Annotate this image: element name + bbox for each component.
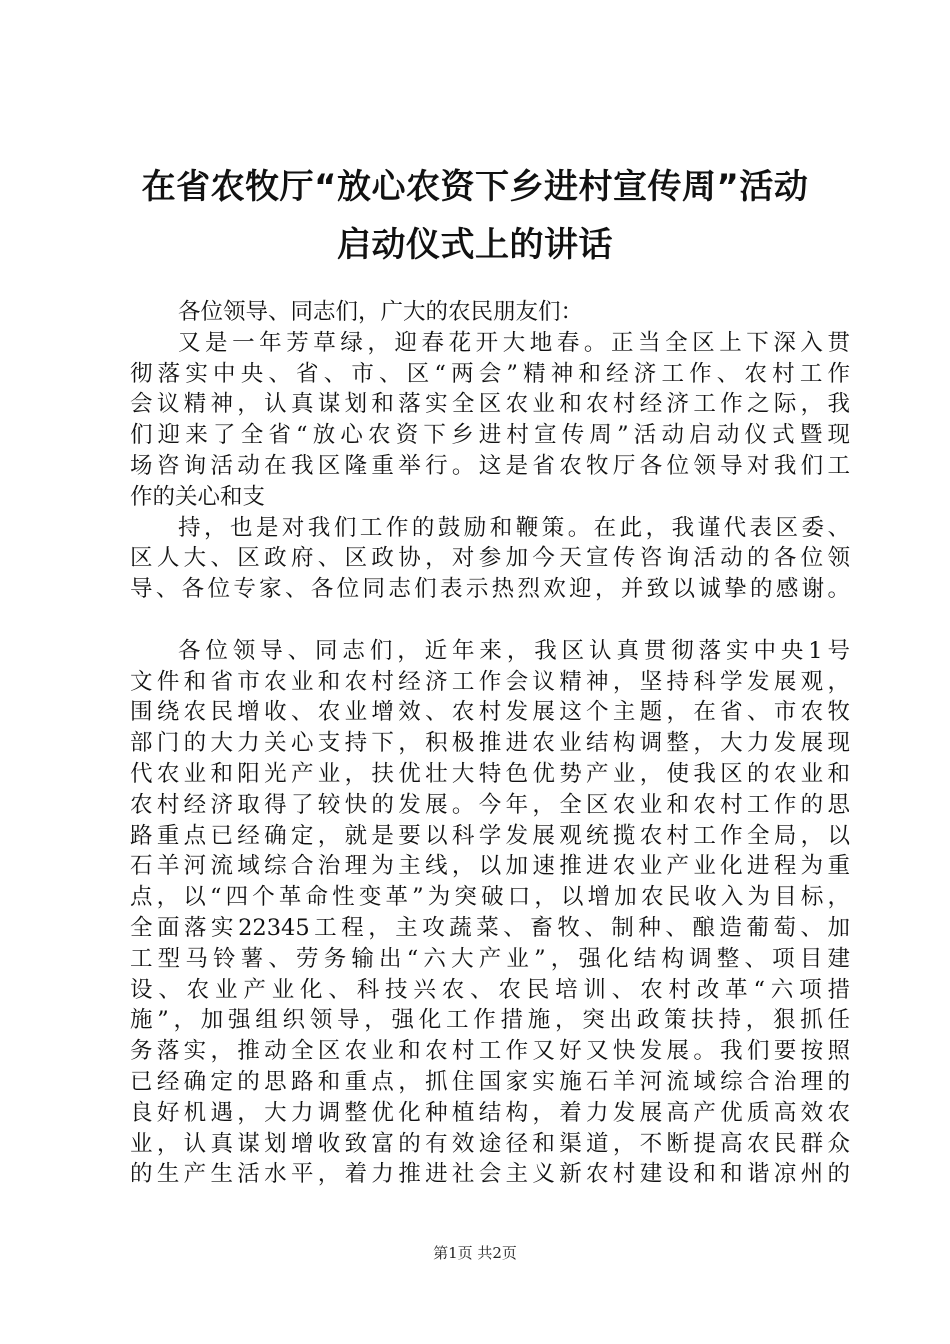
paragraph-2 — [130, 513, 850, 605]
text-line: 路重点已经确定，就是要以科学发展观统揽农村工作全局，以 — [130, 822, 850, 849]
text-line: 各位领导、同志们，近年来，我区认真贯彻落实中央1号 — [178, 637, 850, 664]
document-title — [100, 158, 850, 274]
text-line: 农村经济取得了较快的发展。今年，全区农业和农村工作的思 — [130, 791, 850, 818]
text-line: 会议精神，认真谋划和落实全区农业和农村经济工作之际，我 — [130, 391, 850, 418]
text-line: 区人大、区政府、区政协，对参加今天宣传咨询活动的各位领 — [130, 545, 850, 572]
page-number: 第1页 共2页 — [433, 1244, 517, 1262]
text-line: 持，也是对我们工作的鼓励和鞭策。在此，我谨代表区委、 — [178, 514, 850, 541]
title-line-1: 在省农牧厅“放心农资下乡进村宣传周”活动 — [141, 167, 809, 207]
text-line: 工型马铃薯、劳务输出“六大产业”，强化结构调整、项目建 — [130, 945, 850, 972]
text-line: 们迎来了全省“放心农资下乡进村宣传周”活动启动仪式暨现 — [130, 422, 850, 449]
text-line: 导、各位专家、各位同志们表示热烈欢迎，并致以诚挚的感谢。 — [130, 576, 850, 603]
text-line: 石羊河流域综合治理为主线，以加速推进农业产业化进程为重 — [130, 853, 850, 880]
text-line: 业，认真谋划增收致富的有效途径和渠道，不断提高农民群众 — [130, 1130, 850, 1157]
text-line: 彻落实中央、省、市、区“两会”精神和经济工作、农村工作 — [130, 360, 850, 387]
text-line: 已经确定的思路和重点，抓住国家实施石羊河流域综合治理的 — [130, 1068, 850, 1095]
text-line: 良好机遇，大力调整优化种植结构，着力发展高产优质高效农 — [130, 1099, 850, 1126]
paragraph-1 — [130, 328, 850, 513]
text-line: 的生产生活水平，着力推进社会主义新农村建设和和谐凉州的 — [130, 1161, 850, 1188]
text-line: 全面落实22345工程，主攻蔬菜、畜牧、制种、酿造葡萄、加 — [130, 914, 850, 941]
text-line: 场咨询活动在我区隆重举行。这是省农牧厅各位领导对我们工 — [130, 452, 850, 479]
text-line: 设、农业产业化、科技兴农、农民培训、农村改革“六项措 — [130, 976, 850, 1003]
page-footer — [0, 1243, 950, 1263]
greeting-paragraph — [130, 297, 850, 328]
text-line: 施”，加强组织领导，强化工作措施，突出政策扶持，狠抓任 — [130, 1007, 850, 1034]
document-body — [130, 297, 850, 1190]
text-line: 代农业和阳光产业，扶优壮大特色优势产业，使我区的农业和 — [130, 760, 850, 787]
text-line: 务落实，推动全区农业和农村工作又好又快发展。我们要按照 — [130, 1038, 850, 1065]
text-line: 部门的大力关心支持下，积极推进农业结构调整，大力发展现 — [130, 730, 850, 757]
title-line-2: 启动仪式上的讲话 — [337, 225, 613, 265]
paragraph-spacer — [130, 605, 850, 636]
paragraph-3 — [130, 636, 850, 1190]
text-line: 又是一年芳草绿，迎春花开大地春。正当全区上下深入贯 — [178, 329, 850, 356]
text-line: 围绕农民增收、农业增效、农村发展这个主题，在省、市农牧 — [130, 699, 850, 726]
greeting-line: 各位领导、同志们，广大的农民朋友们： — [178, 299, 584, 325]
text-line: 点，以“四个革命性变革”为突破口，以增加农民收入为目标， — [130, 884, 850, 911]
text-line: 作的关心和支 — [130, 483, 266, 510]
text-line: 文件和省市农业和农村经济工作会议精神，坚持科学发展观， — [130, 668, 850, 695]
